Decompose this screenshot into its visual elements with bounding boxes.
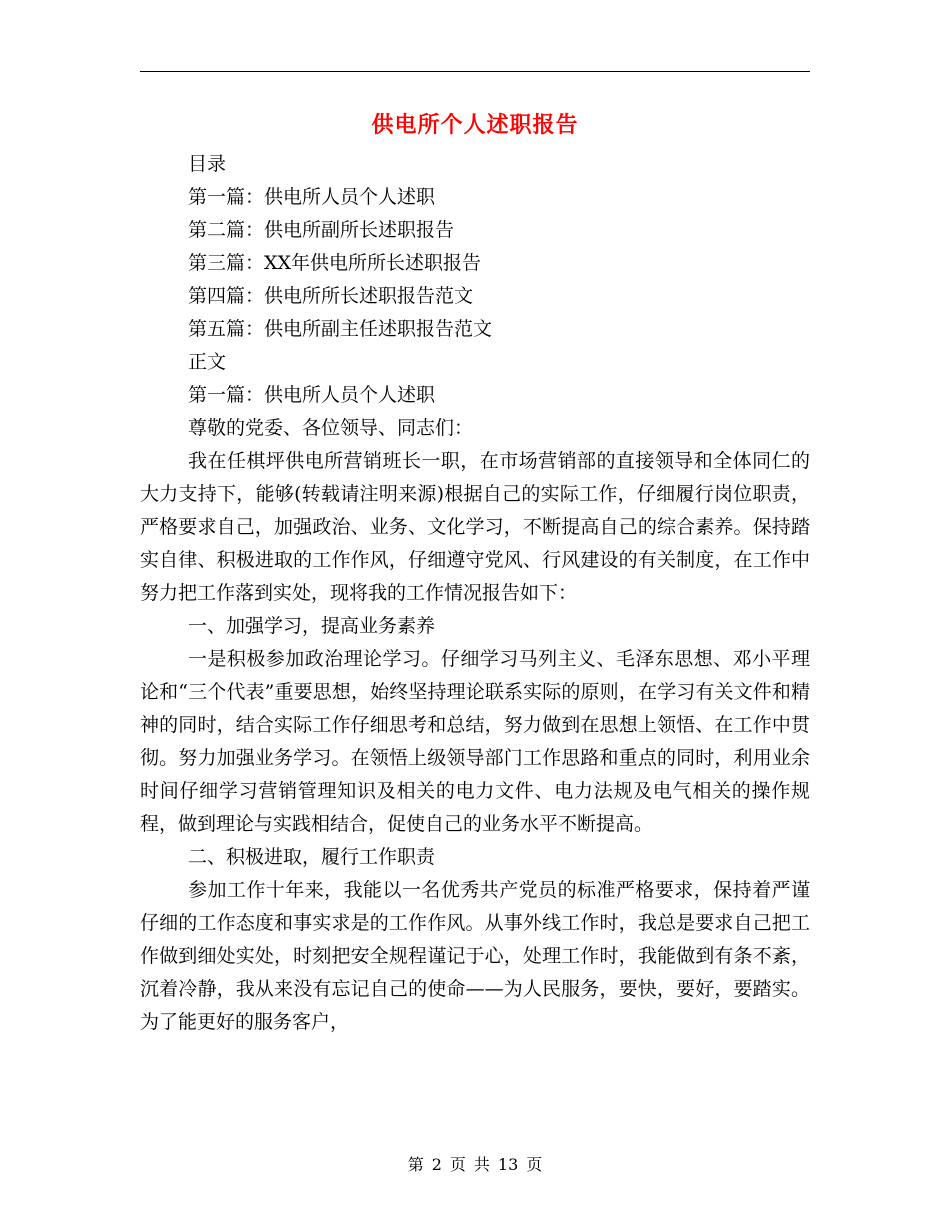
chapter-title: 第一篇：供电所人员个人述职 bbox=[188, 384, 436, 406]
page-label-suffix: 页 bbox=[526, 1155, 543, 1174]
document-title: 供电所个人述职报告 bbox=[371, 112, 579, 138]
page-label-mid: 页 bbox=[449, 1155, 466, 1174]
page-label-prefix: 第 bbox=[407, 1155, 424, 1174]
total-label: 共 bbox=[473, 1155, 490, 1174]
toc-item: 第五篇：供电所副主任述职报告范文 bbox=[188, 318, 493, 340]
total-pages: 13 bbox=[497, 1155, 519, 1174]
header-rule bbox=[140, 71, 810, 72]
section-heading: 二、积极进取，履行工作职责 bbox=[188, 846, 436, 868]
document-body bbox=[140, 148, 810, 1039]
toc-heading: 目录 bbox=[188, 153, 227, 175]
toc-item: 第四篇：供电所所长述职报告范文 bbox=[188, 285, 474, 307]
section-heading: 一、加强学习，提高业务素养 bbox=[188, 615, 436, 637]
salutation: 尊敬的党委、各位领导、同志们： bbox=[188, 417, 474, 439]
toc-item: 第三篇：XX年供电所所长述职报告 bbox=[188, 252, 482, 274]
paragraph: 参加工作十年来，我能以一名优秀共产党员的标准严格要求，保持着严谨仔细的工作态度和事实求是的工作作风。从事外线工作时，我总是要求自己把工作做到细处实处，时刻把安全规程谨记于心，处理工作时，我能做到有条不紊，沉着冷静，我从来没有忘记自己的使命——为人民服务，要快，要好，要踏实。为了能更好的服务客户， bbox=[140, 879, 810, 1033]
toc-item: 第一篇：供电所人员个人述职 bbox=[188, 186, 436, 208]
body-heading: 正文 bbox=[188, 351, 227, 373]
paragraph: 我在任棋坪供电所营销班长一职，在市场营销部的直接领导和全体同仁的大力支持下，能够(转载请注明来源)根据自己的实际工作，仔细履行岗位职责，严格要求自己，加强政治、业务、文化学习，不断提高自己的综合素养。保持踏实自律、积极进取的工作作风，仔细遵守党风、行风建设的有关制度，在工作中努力把工作落到实处，现将我的工作情况报告如下： bbox=[140, 450, 810, 604]
page-number: 2 bbox=[431, 1155, 442, 1174]
paragraph: 一是积极参加政治理论学习。仔细学习马列主义、毛泽东思想、邓小平理论和“三个代表”重要思想，始终坚持理论联系实际的原则，在学习有关文件和精神的同时，结合实际工作仔细思考和总结，努力做到在思想上领悟、在工作中贯彻。努力加强业务学习。在领悟上级领导部门工作思路和重点的同时，利用业余时间仔细学习营销管理知识及相关的电力文件、电力法规及电气相关的操作规程，做到理论与实践相结合，促使自己的业务水平不断提高。 bbox=[140, 648, 810, 835]
page-footer bbox=[0, 1153, 950, 1177]
toc-item: 第二篇：供电所副所长述职报告 bbox=[188, 219, 455, 241]
